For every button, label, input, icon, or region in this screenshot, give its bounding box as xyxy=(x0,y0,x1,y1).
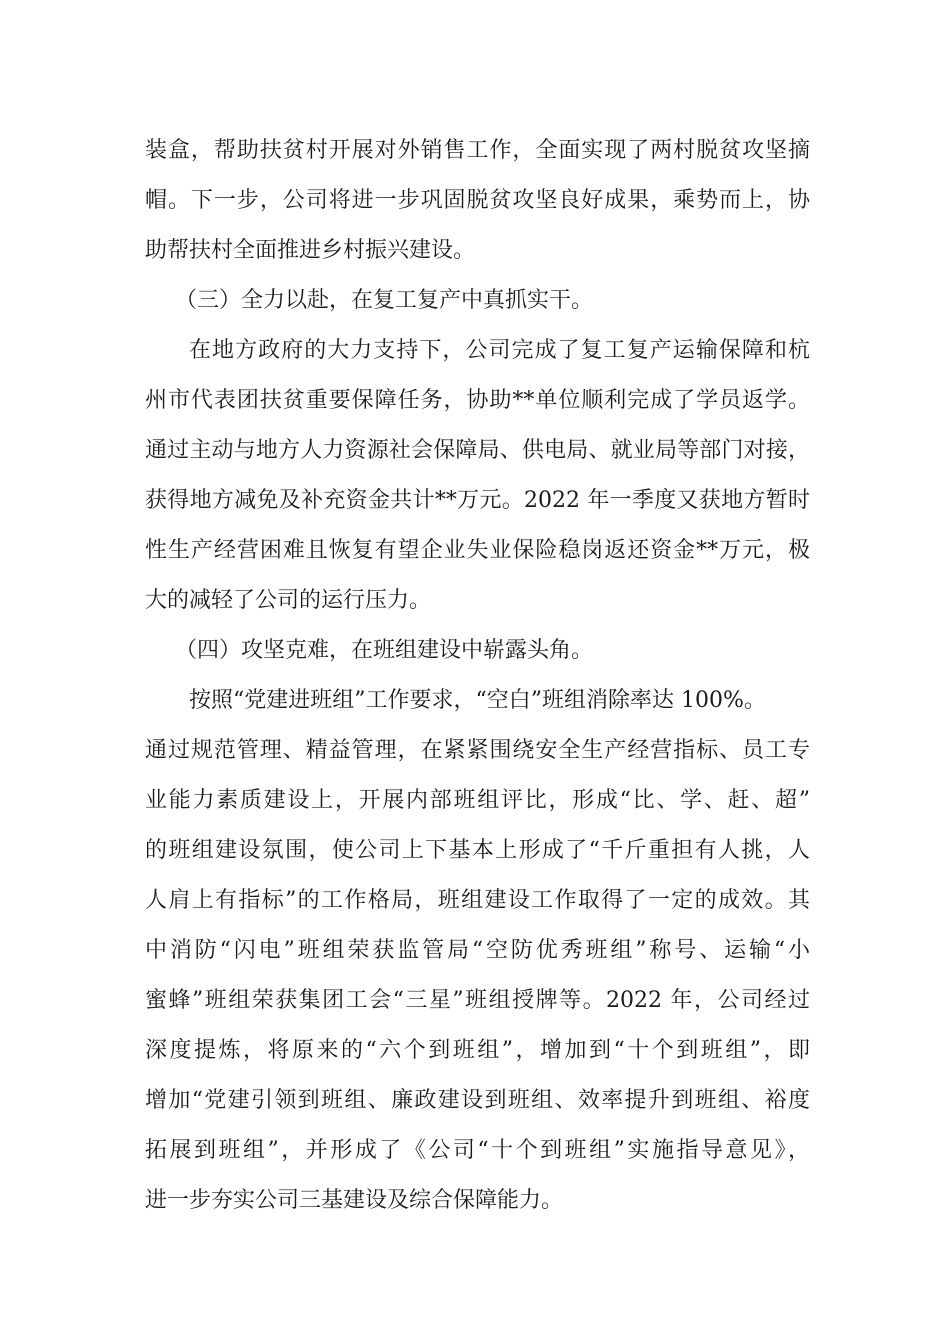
text-line: 人肩上有指标”的工作格局，班组建设工作取得了一定的成效。其 xyxy=(145,888,810,913)
text-line: 大的减轻了公司的运行压力。 xyxy=(145,588,432,613)
section-heading: （三）全力以赴，在复工复产中真抓实干。 xyxy=(175,288,594,313)
text-line: 业能力素质建设上，开展内部班组评比，形成“比、学、赶、超” xyxy=(145,788,810,813)
text-line: 获得地方减免及补充资金共计**万元。2022 年一季度又获地方暂时 xyxy=(145,488,810,513)
text-line: 在地方政府的大力支持下，公司完成了复工复产运输保障和杭 xyxy=(189,338,810,363)
text-line: 性生产经营困难且恢复有望企业失业保险稳岗返还资金**万元，极 xyxy=(145,538,810,563)
section-heading: （四）攻坚克难，在班组建设中崭露头角。 xyxy=(175,638,594,663)
text-line: 拓展到班组”，并形成了《公司“十个到班组”实施指导意见》， xyxy=(145,1138,810,1163)
text-line: 装盒，帮助扶贫村开展对外销售工作，全面实现了两村脱贫攻坚摘 xyxy=(145,138,810,163)
text-line: 助帮扶村全面推进乡村振兴建设。 xyxy=(145,238,476,263)
text-line: 通过主动与地方人力资源社会保障局、供电局、就业局等部门对接， xyxy=(145,438,810,463)
text-line: 中消防“闪电”班组荣获监管局“空防优秀班组”称号、运输“小 xyxy=(145,938,810,963)
text-line: 进一步夯实公司三基建设及综合保障能力。 xyxy=(145,1188,564,1213)
text-line: 增加“党建引领到班组、廉政建设到班组、效率提升到班组、裕度 xyxy=(145,1088,810,1113)
text-line: 蜜蜂”班组荣获集团工会“三星”班组授牌等。2022 年，公司经过 xyxy=(145,988,810,1013)
text-line: 深度提炼，将原来的“六个到班组”，增加到“十个到班组”，即 xyxy=(145,1038,810,1063)
text-line: 通过规范管理、精益管理，在紧紧围绕安全生产经营指标、员工专 xyxy=(145,738,810,763)
text-line: 帽。下一步，公司将进一步巩固脱贫攻坚良好成果，乘势而上，协 xyxy=(145,188,810,213)
text-line: 的班组建设氛围，使公司上下基本上形成了“千斤重担有人挑，人 xyxy=(145,838,810,863)
text-line: 按照“党建进班组”工作要求，“空白”班组消除率达 100%。 xyxy=(189,688,766,713)
text-line: 州市代表团扶贫重要保障任务，协助**单位顺利完成了学员返学。 xyxy=(145,388,810,413)
